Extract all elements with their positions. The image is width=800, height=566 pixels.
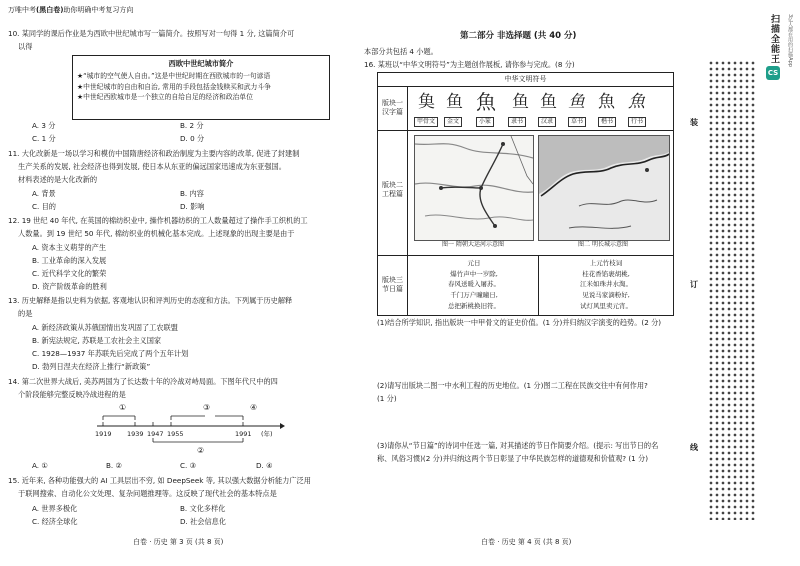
- q11-option-a[interactable]: A. 背景: [32, 189, 56, 198]
- q12-option-d[interactable]: D. 资产阶级革命的胜利: [32, 282, 107, 291]
- q11-option-b[interactable]: B. 内容: [180, 189, 204, 198]
- binding-mark-zhuang: 装: [690, 118, 698, 127]
- left-footer: 白卷 · 历史 第 3 页 (共 8 页): [133, 538, 224, 546]
- tag-regular: 楷书: [598, 117, 616, 127]
- block-3-row: [378, 255, 673, 316]
- tag-oracle: 甲骨文: [414, 117, 438, 127]
- poem-line: 桂花香馅裹胡桃,: [582, 269, 630, 278]
- q14-mark-4: ④: [250, 403, 258, 412]
- q11-option-c[interactable]: C. 目的: [32, 202, 56, 211]
- block-2-row: [378, 130, 673, 256]
- binding-mark-ding: 订: [690, 280, 698, 289]
- map2-caption: 图二 明长城示意图: [578, 241, 628, 248]
- q14-option-b[interactable]: B. ②: [106, 461, 122, 470]
- page-header: [8, 6, 133, 15]
- poem-yuanri-title: 元日: [467, 259, 481, 267]
- table-title: 中华文明符号: [504, 75, 547, 83]
- tag-cursive: 草书: [568, 117, 586, 127]
- q10-option-c[interactable]: C. 1 分: [32, 134, 56, 143]
- q10-box-line: ★“城市的空气使人自由。”这是中世纪时期在西欧城市的一句谚语: [77, 72, 271, 80]
- q14-mark-2: ②: [197, 446, 205, 455]
- poem-yuanri: [414, 258, 534, 312]
- q15-option-b[interactable]: B. 文化多样化: [180, 504, 226, 513]
- q13-option-a[interactable]: A. 新经济政策从苏俄国情出发巩固了工农联盟: [32, 323, 178, 332]
- tag-bronze: 金文: [444, 117, 462, 127]
- q14-mark-3: ③: [203, 403, 211, 412]
- glyph-han-clerical: 鱼: [540, 92, 557, 112]
- binding-mark-xian: 线: [690, 443, 698, 452]
- q12-stem-2: 人数量。到 19 世纪 50 年代, 棉纺织业的机械化基本完成。上述现象的出现主要是由于: [18, 229, 295, 238]
- q16-sub-2a: (2)请写出版块二图一中水利工程的历史地位。(1 分)图二工程在民族交往中有何作用?: [377, 381, 648, 390]
- q11-stem-2: 生产关系的发展, 社会经济也得到发展, 使日本从东亚的偏远国家迅速成为东亚强国。: [18, 162, 286, 171]
- q13-option-d[interactable]: D. 勃列日涅夫在经济上推行“新政策”: [32, 362, 151, 371]
- glyph-regular: 魚: [598, 92, 615, 112]
- q16-sub-3a: (3)请你从“节日篇”的诗词中任选一篇, 对其描述的节日作简要介绍。(提示: 写出节日的名: [377, 441, 659, 450]
- tag-clerical: 隶书: [508, 117, 526, 127]
- q10-box-title: 西欧中世纪城市简介: [168, 59, 234, 68]
- camscanner-brand: 扫描全能王: [769, 14, 779, 64]
- q16-sub-2b: (1 分): [377, 394, 397, 403]
- q13-stem-1: 13. 历史解释是指以史料为依据, 客观地认识和评判历史的态度和方法。下列属于历史解释: [8, 296, 293, 305]
- q11-stem-1: 11. 大化改新是一场以学习和模仿中国隋唐经济和政治制度为主要内容的改革, 促进了封建制: [8, 149, 300, 158]
- q10-option-d[interactable]: D. 0 分: [180, 134, 205, 143]
- q10-stem-1: 10. 某同学的课后作业是为西欧中世纪城市写一篇简介。按照写对一句得 1 分, 这篇简介可: [8, 29, 295, 38]
- q14-stem-1: 14. 第二次世界大战后, 美苏两国为了长达数十年的冷战对峙局面。下图年代尺中的四: [8, 377, 278, 386]
- q12-option-b[interactable]: B. 工业革命的深入发展: [32, 256, 107, 265]
- binding-dot-pattern: [708, 60, 756, 520]
- q14-year: 1955: [167, 430, 184, 438]
- part-two-note: 本部分共包括 4 小题。: [364, 47, 438, 56]
- q14-option-c[interactable]: C. ③: [180, 461, 197, 470]
- q15-option-a[interactable]: A. 世界多极化: [32, 504, 78, 513]
- poem-shangyuan: [544, 258, 668, 312]
- q13-option-b[interactable]: B. 新宪法规定, 苏联是工农社会主义国家: [32, 336, 162, 345]
- block-1-label: 版块一 汉字篇: [378, 87, 408, 131]
- q14-year: 1947: [147, 430, 164, 438]
- part-two-title: 第二部分 非选择题 (共 40 分): [460, 31, 577, 41]
- q15-option-d[interactable]: D. 社会信息化: [180, 517, 227, 526]
- q15-stem-2: 于联网搜索、自动化公文处理、复杂问题推理等。这反映了现代社会的基本特点是: [18, 489, 277, 498]
- poem-line: 试灯风里卖元宵。: [580, 301, 632, 310]
- block-3-label: 版块三 节日篇: [378, 256, 408, 316]
- map-grand-canal: [414, 135, 534, 241]
- q10-material-box: [72, 55, 330, 120]
- q14-year: 1991: [235, 430, 252, 438]
- q12-option-c[interactable]: C. 近代科学文化的繁荣: [32, 269, 107, 278]
- q16-sub-3b: 称、风俗习惯)(2 分)并归纳这两个节日彰显了中华民族怎样的道德观和价值观? (1 分): [377, 454, 649, 463]
- camscanner-logo-icon: CS: [766, 66, 780, 80]
- q16-table: [377, 72, 674, 316]
- block-2-label: 版块二 工程篇: [378, 131, 408, 256]
- map-great-wall: [538, 135, 670, 241]
- q14-unit: (年): [261, 430, 273, 438]
- q15-stem-1: 15. 近年来, 各种功能强大的 AI 工具层出不穷, 如 DeepSeek 等, 其以强大数据分析能力广泛用: [8, 476, 311, 485]
- tag-seal: 小篆: [476, 117, 494, 127]
- poem-divider: [538, 256, 539, 316]
- q11-stem-3: 材料表述的是大化改新的: [18, 175, 98, 184]
- q14-option-a[interactable]: A. ①: [32, 461, 48, 470]
- q12-stem-1: 12. 19 世纪 40 年代, 在英国的棉纺织业中, 操作机器纺织的工人数量超过了操作手工织机的工: [8, 216, 308, 225]
- header-post: 助你明确中考复习方向: [63, 6, 134, 14]
- camscanner-tagline: 3亿人都在用的扫描App: [787, 14, 793, 67]
- poem-line: 春风送暖入屠苏。: [448, 280, 500, 289]
- glyph-seal: 魚: [476, 90, 496, 114]
- tag-running: 行书: [628, 117, 646, 127]
- q14-year: 1919: [95, 430, 112, 438]
- glyph-oracle: 𩵋: [418, 92, 435, 112]
- glyph-bronze: 鱼: [446, 92, 463, 112]
- block-1-row: [378, 86, 673, 131]
- q11-option-d[interactable]: D. 影响: [180, 202, 205, 211]
- glyph-cursive: 鱼: [568, 92, 585, 112]
- poem-line: 爆竹声中一岁除,: [450, 269, 498, 278]
- q10-box-line: ★中世纪西欧城市是一个独立的自给自足的经济和政治单位: [77, 93, 254, 102]
- q10-option-a[interactable]: A. 3 分: [32, 121, 56, 130]
- glyph-running: 魚: [628, 92, 645, 112]
- q10-option-b[interactable]: B. 2 分: [180, 121, 204, 130]
- map1-caption: 图一 隋朝大运河示意图: [442, 241, 504, 248]
- q10-box-line: ★中世纪城市的自由和自治, 常用的手段包括金钱赎买和武力斗争: [77, 82, 271, 91]
- q16-stem: 16. 某班以“中华文明符号”为主题创作展板, 请你参与完成。(8 分): [364, 60, 575, 69]
- q14-year: 1939: [127, 430, 144, 438]
- header-pre: 万唯中考: [8, 6, 36, 14]
- glyph-clerical: 鱼: [512, 92, 529, 112]
- poem-line: 总把新桃换旧符。: [448, 301, 500, 310]
- q14-mark-1: ①: [119, 403, 127, 412]
- poem-line: 江米如珠井水淘。: [580, 280, 632, 289]
- poem-shangyuan-title: 上元竹枝词: [589, 259, 623, 267]
- q13-stem-2: 的是: [18, 309, 33, 318]
- poem-line: 千门万户曈曈日,: [450, 291, 498, 300]
- poem-line: 见说马家滴粉好,: [582, 291, 630, 300]
- right-footer: 白卷 · 历史 第 4 页 (共 8 页): [481, 538, 572, 546]
- header-bold: (黑白卷): [36, 6, 64, 14]
- q10-stem-2: 以得: [18, 42, 33, 51]
- tag-han-clerical: 汉隶: [538, 117, 556, 127]
- q14-stem-2: 个阶段能够完整反映冷战进程的是: [18, 390, 126, 399]
- q16-sub-1: (1)结合所学知识, 指出版块一中甲骨文的证史价值。(1 分)并归纳汉字演变的趋势。(2 分): [377, 318, 662, 327]
- q12-option-a[interactable]: A. 资本主义萌芽的产生: [32, 243, 107, 252]
- q13-option-c[interactable]: C. 1928—1937 年苏联先后完成了两个五年计划: [32, 349, 189, 358]
- q15-option-c[interactable]: C. 经济全球化: [32, 517, 78, 526]
- q14-option-d[interactable]: D. ④: [256, 461, 273, 470]
